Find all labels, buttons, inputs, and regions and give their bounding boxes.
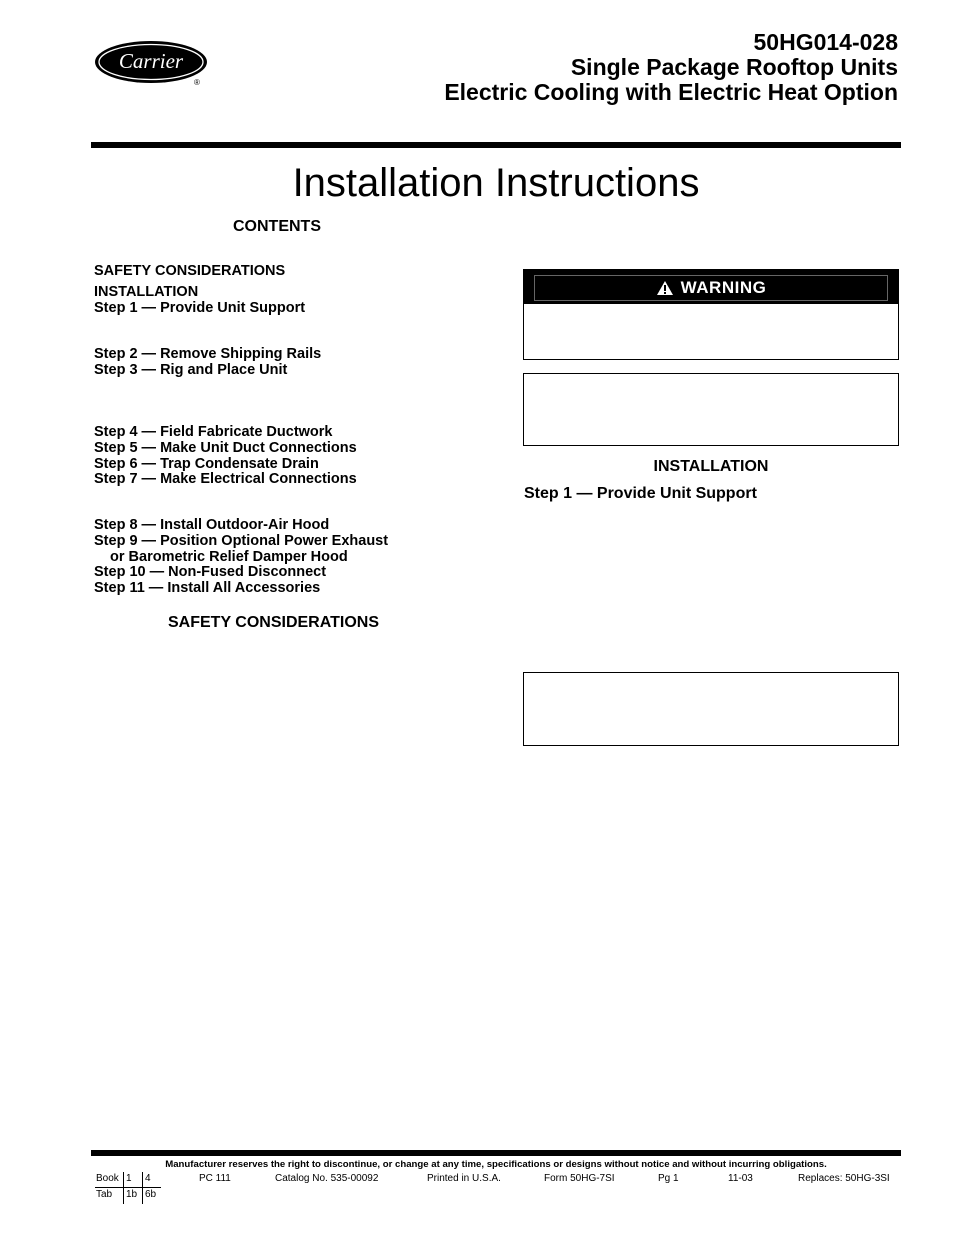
safety-considerations-heading: SAFETY CONSIDERATIONS <box>168 614 379 631</box>
model-number: 50HG014-028 <box>753 29 898 55</box>
caution-box <box>523 672 899 746</box>
toc-item[interactable]: Step 6 — Trap Condensate Drain <box>94 455 319 472</box>
grid-divider <box>123 1172 124 1204</box>
book-tab-grid <box>95 1172 161 1206</box>
page-title: Installation Instructions <box>292 161 700 205</box>
step1-heading: Step 1 — Provide Unit Support <box>524 485 757 502</box>
product-subtitle: Electric Cooling with Electric Heat Option <box>444 79 898 105</box>
installation-heading: INSTALLATION <box>653 458 769 475</box>
carrier-logo <box>94 40 212 90</box>
toc-item[interactable]: INSTALLATION <box>94 283 199 300</box>
footer-replaces: Replaces: 50HG-3SI <box>798 1173 890 1184</box>
toc-item[interactable]: Step 11 — Install All Accessories <box>94 580 321 597</box>
toc-group-1 <box>94 264 494 316</box>
book-number-1: 1 <box>126 1173 132 1184</box>
product-line: Single Package Rooftop Units <box>570 54 898 80</box>
toc-item[interactable]: Step 9 — Position Optional Power Exhaust <box>94 532 389 549</box>
tab-number-1: 1b <box>126 1189 138 1200</box>
bottom-rule <box>91 1150 901 1156</box>
tab-label: Tab <box>96 1189 113 1200</box>
warning-triangle-icon <box>656 280 674 296</box>
footer-pc: PC 111 <box>199 1173 231 1184</box>
footer-date: 11-03 <box>728 1173 753 1184</box>
notice-box <box>523 373 899 446</box>
book-number-2: 4 <box>145 1173 151 1184</box>
toc-item[interactable]: Step 8 — Install Outdoor-Air Hood <box>94 517 330 533</box>
toc-item[interactable]: Step 10 — Non-Fused Disconnect <box>94 564 327 581</box>
contents-heading: CONTENTS <box>233 218 321 235</box>
warning-header <box>524 270 898 304</box>
toc-item[interactable]: Step 5 — Make Unit Duct Connections <box>94 439 357 456</box>
footer-catalog: Catalog No. 535-00092 <box>275 1173 379 1184</box>
book-label: Book <box>96 1173 119 1184</box>
toc-item-continuation[interactable]: or Barometric Relief Damper Hood <box>110 548 348 565</box>
footer-page: Pg 1 <box>658 1173 679 1184</box>
toc-item[interactable]: Step 7 — Make Electrical Connections <box>94 471 357 488</box>
product-title-block <box>444 30 898 105</box>
top-rule <box>91 142 901 148</box>
footer-form: Form 50HG-7SI <box>544 1173 615 1184</box>
logo-wordmark: Carrier <box>118 49 184 73</box>
toc-group-4 <box>94 518 494 597</box>
toc-item[interactable]: Step 3 — Rig and Place Unit <box>94 361 288 378</box>
toc-group-3 <box>94 425 494 488</box>
toc-item[interactable]: SAFETY CONSIDERATIONS <box>94 263 286 279</box>
warning-label: WARNING <box>680 278 767 297</box>
toc-item[interactable]: Step 4 — Field Fabricate Ductwork <box>94 424 333 440</box>
toc-group-2 <box>94 347 494 379</box>
registered-mark: ® <box>194 78 200 87</box>
tab-number-2: 6b <box>145 1189 157 1200</box>
footer-printed: Printed in U.S.A. <box>427 1173 501 1184</box>
toc-item[interactable]: Step 1 — Provide Unit Support <box>94 299 306 316</box>
footer-disclaimer: Manufacturer reserves the right to discontinue, or change at any time, specifications or designs without notice and without incurring obligations. <box>165 1159 827 1170</box>
grid-divider <box>142 1172 143 1204</box>
warning-box <box>523 269 899 360</box>
toc-item[interactable]: Step 2 — Remove Shipping Rails <box>94 346 322 362</box>
grid-divider <box>95 1187 161 1188</box>
